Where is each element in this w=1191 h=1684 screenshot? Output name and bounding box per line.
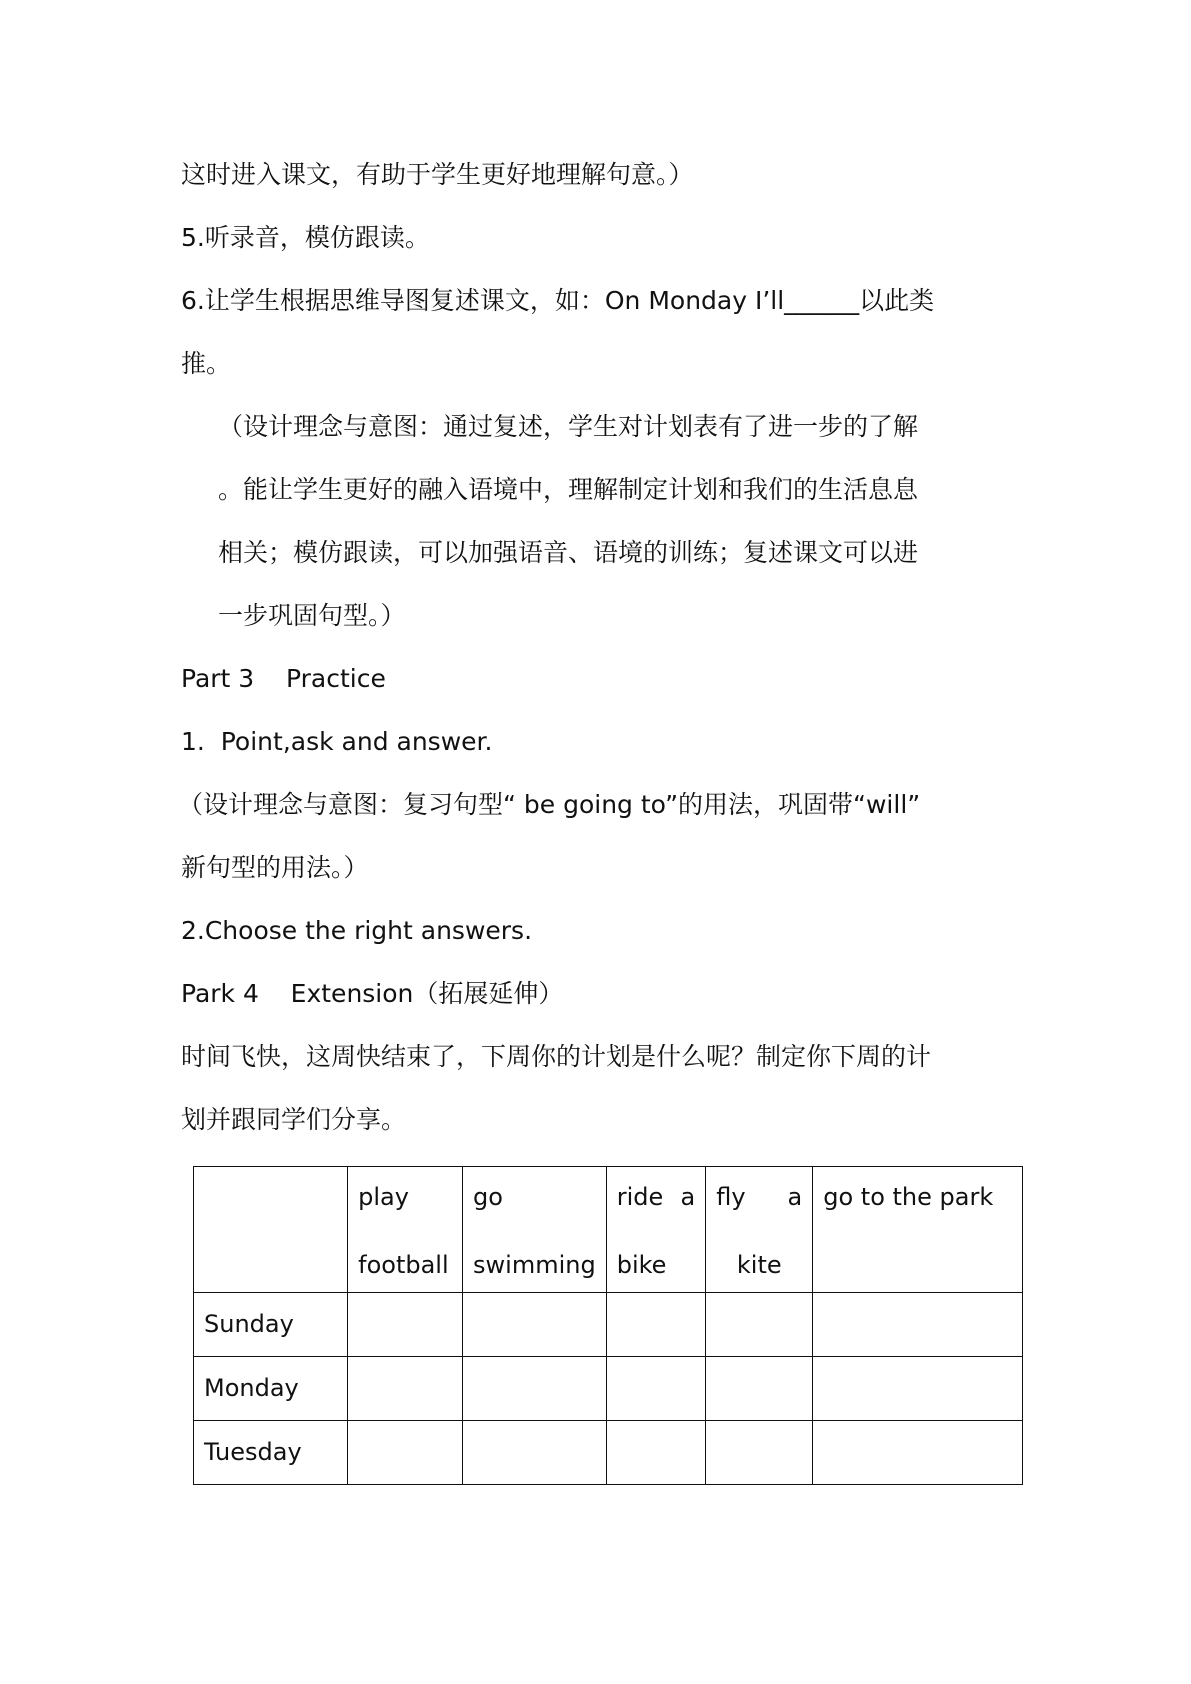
paragraph-line: 1. Point,ask and answer. — [181, 727, 493, 756]
paragraph-line: 相关；模仿跟读，可以加强语音、语境的训练；复述课文可以进 — [218, 538, 919, 567]
header-text: bike — [616, 1251, 667, 1279]
day-label: Monday — [204, 1374, 299, 1402]
paragraph-line: 2.Choose the right answers. — [181, 916, 533, 945]
plan-cell[interactable] — [813, 1357, 1023, 1421]
paragraph-line: 推。 — [181, 349, 232, 378]
paragraph-line: 划并跟同学们分享。 — [181, 1105, 407, 1134]
header-text: go to the park — [823, 1183, 994, 1211]
header-text: swimming — [473, 1251, 596, 1279]
table-corner-cell — [194, 1167, 348, 1293]
plan-cell[interactable] — [463, 1421, 607, 1485]
paragraph-line: 。能让学生更好的融入语境中，理解制定计划和我们的生活息息 — [218, 475, 919, 504]
paragraph-line: 5.听录音，模仿跟读。 — [181, 223, 430, 252]
section-heading: Part 3 Practice — [181, 664, 386, 693]
paragraph-line: 一步巩固句型。） — [218, 601, 406, 630]
section-heading: Park 4 Extension（拓展延伸） — [181, 979, 564, 1008]
table-row — [194, 1293, 1023, 1357]
table-row — [194, 1421, 1023, 1485]
header-text: a — [680, 1183, 696, 1211]
day-cell — [194, 1421, 348, 1485]
header-ride-a-bike — [606, 1167, 706, 1293]
plan-cell[interactable] — [463, 1293, 607, 1357]
plan-cell[interactable] — [706, 1357, 813, 1421]
header-fly-a-kite — [706, 1167, 813, 1293]
plan-cell[interactable] — [606, 1421, 706, 1485]
plan-cell[interactable] — [606, 1357, 706, 1421]
plan-cell[interactable] — [463, 1357, 607, 1421]
day-cell — [194, 1357, 348, 1421]
header-text: ride — [616, 1183, 664, 1211]
day-label: Tuesday — [204, 1438, 302, 1466]
header-text: play — [358, 1183, 409, 1211]
plan-cell[interactable] — [706, 1421, 813, 1485]
table-header-row — [194, 1167, 1023, 1293]
header-play-football — [348, 1167, 463, 1293]
plan-cell[interactable] — [348, 1421, 463, 1485]
header-text: fly — [716, 1183, 746, 1211]
paragraph-line: （设计理念与意图：复习句型“ be going to”的用法，巩固带“will” — [178, 790, 921, 819]
paragraph-line: 这时进入课文，有助于学生更好地理解句意。） — [181, 160, 694, 189]
header-go-swimming — [463, 1167, 607, 1293]
plan-cell[interactable] — [348, 1357, 463, 1421]
header-text: a — [787, 1183, 803, 1211]
header-text: go — [473, 1183, 503, 1211]
plan-cell[interactable] — [348, 1293, 463, 1357]
day-cell — [194, 1293, 348, 1357]
paragraph-line: 新句型的用法。） — [181, 853, 369, 882]
paragraph-line: 6.让学生根据思维导图复述课文，如：On Monday I’ll______以此类 — [181, 286, 935, 315]
header-text: kite — [736, 1251, 782, 1279]
weekly-plan-table — [193, 1166, 1023, 1485]
header-text: football — [358, 1251, 449, 1279]
header-go-to-the-park — [813, 1167, 1023, 1293]
paragraph-line: （设计理念与意图：通过复述，学生对计划表有了进一步的了解 — [218, 412, 919, 441]
paragraph-line: 时间飞快，这周快结束了，下周你的计划是什么呢？制定你下周的计 — [181, 1042, 932, 1071]
plan-cell[interactable] — [813, 1421, 1023, 1485]
plan-cell[interactable] — [813, 1293, 1023, 1357]
table-row — [194, 1357, 1023, 1421]
plan-cell[interactable] — [606, 1293, 706, 1357]
plan-cell[interactable] — [706, 1293, 813, 1357]
day-label: Sunday — [204, 1310, 294, 1338]
